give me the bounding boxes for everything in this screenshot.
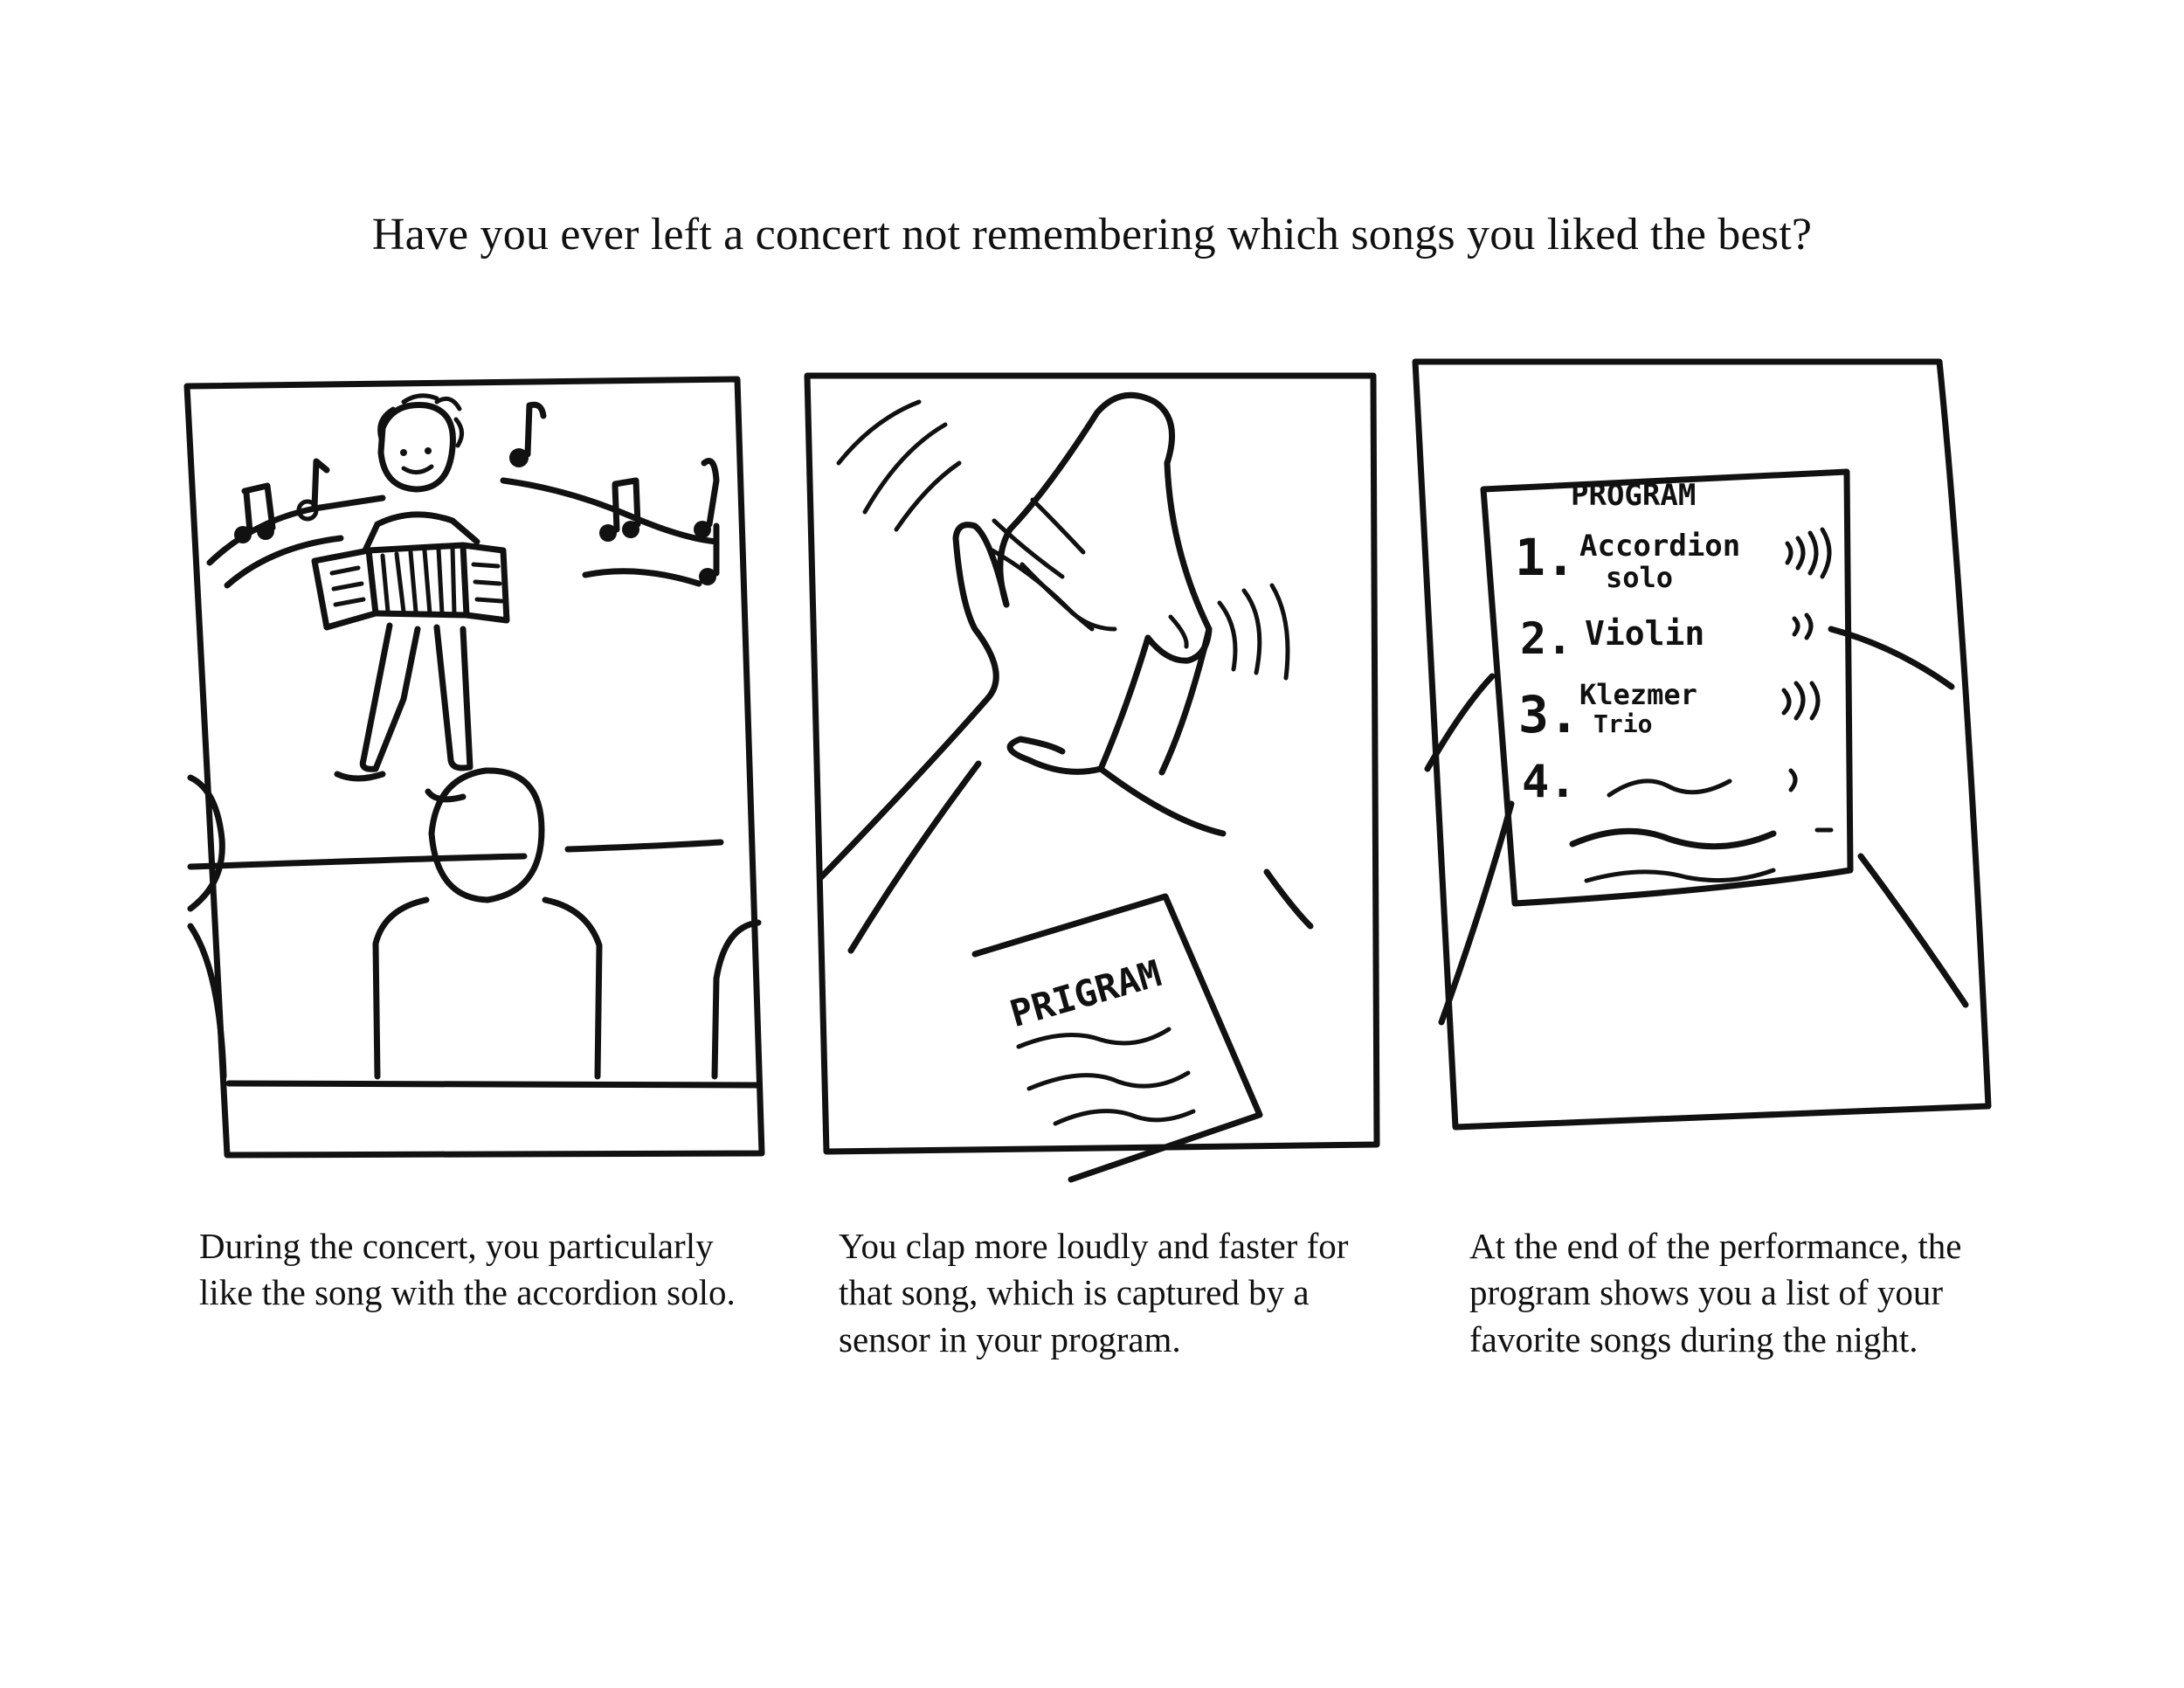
program-item-label: Klezmer (1579, 678, 1697, 711)
program-item-number: 2. (1520, 613, 1573, 664)
program-title: PROGRAM (1571, 478, 1697, 513)
performer-head (381, 405, 453, 489)
program-item-number: 3. (1518, 685, 1579, 744)
caption-line: You clap more loudly and faster for (839, 1226, 1349, 1266)
program-label: PRIGRAM (1005, 951, 1166, 1036)
accordion-icon (314, 545, 507, 627)
panel-2-clapping-hands (804, 367, 1398, 1171)
sound-waves-icon (1791, 771, 1795, 790)
storyboard-title: Have you ever left a concert not remembering which songs you liked the best? (371, 210, 1813, 259)
caption-line: sensor in your program. (839, 1318, 1181, 1359)
program-item-label: Violin (1585, 614, 1705, 653)
panel-3-program-list (1406, 358, 2035, 1162)
program-item-number: 4. (1522, 756, 1577, 808)
caption-line: like the song with the accordion solo. (199, 1272, 736, 1313)
panel-2-caption (839, 1223, 1433, 1363)
program-item-label: Accordion (1579, 529, 1741, 564)
program-item-label: Trio (1593, 709, 1653, 738)
music-notes-icon (503, 405, 716, 585)
program-item-number: 1. (1515, 528, 1576, 587)
sound-waves-icon (1787, 529, 1829, 577)
program-item-label: solo (1606, 561, 1674, 594)
program-card (975, 896, 1260, 1180)
caption-line: favorite songs during the night. (1469, 1318, 1918, 1359)
caption-line: that song, which is captured by a (839, 1272, 1310, 1313)
sound-waves-icon (1794, 615, 1811, 638)
caption-line: During the concert, you particularly (199, 1226, 714, 1266)
caption-line: program shows you a list of your (1469, 1272, 1944, 1313)
panel-3-caption (1469, 1223, 2081, 1363)
panel-1-accordion-performer (175, 367, 769, 1171)
panel-1-caption (199, 1223, 811, 1317)
audience-member (432, 771, 542, 900)
caption-line: At the end of the performance, the (1469, 1226, 1962, 1266)
program-sheet (1483, 472, 1850, 903)
sound-waves-icon (1784, 683, 1818, 718)
